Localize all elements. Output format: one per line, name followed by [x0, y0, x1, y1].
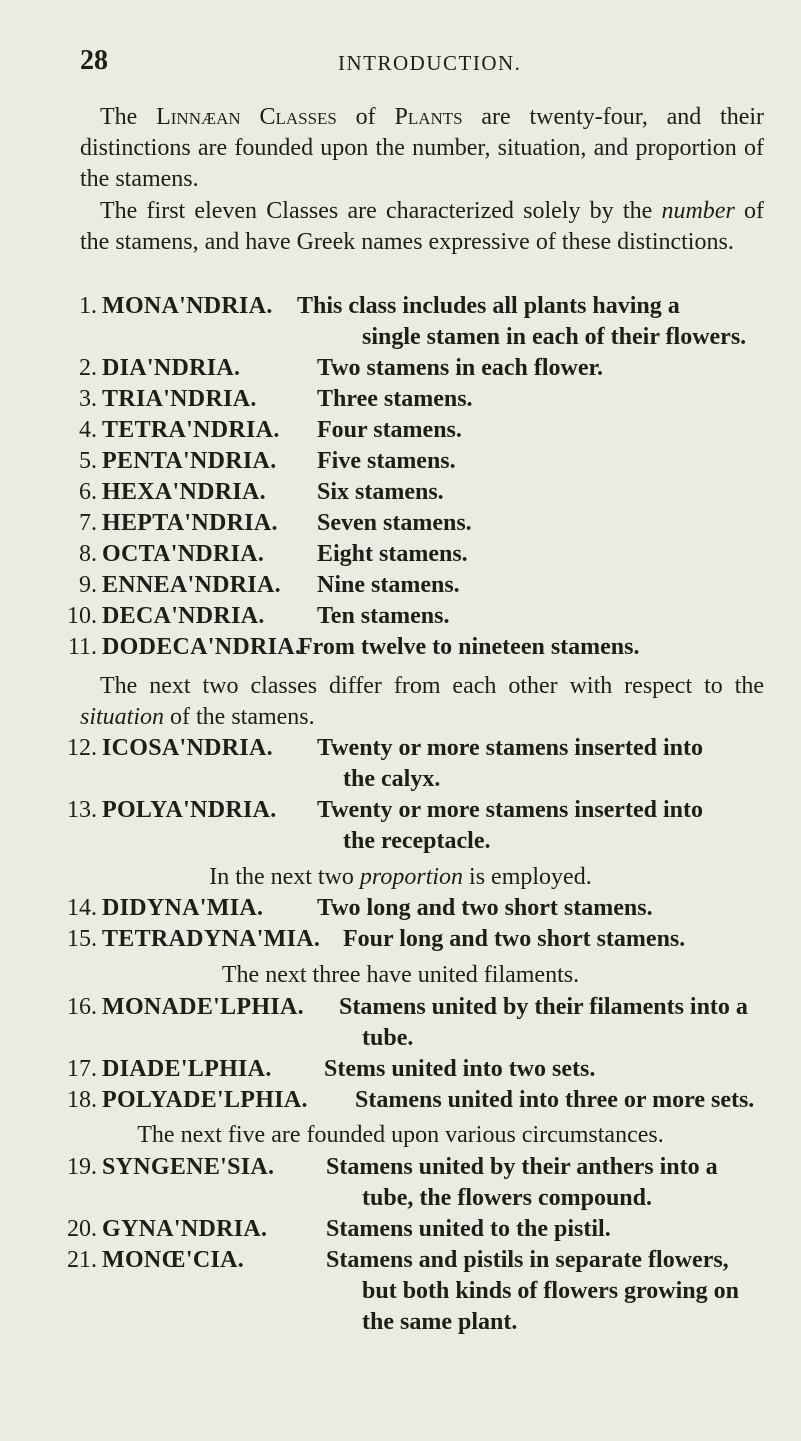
class-entry: 5. PENTA'NDRIA. Five stamens. — [79, 448, 456, 474]
various-note: The next five are founded upon various circumstances. — [137, 1122, 664, 1148]
running-head: INTRODUCTION. — [338, 51, 522, 75]
class-entry: 12. ICOSA'NDRIA. Twenty or more stamens inserted into — [67, 735, 703, 761]
class-entry: 15. TETRADYNA'MIA. Four long and two short stamens. — [67, 926, 686, 952]
filaments-note: The next three have united filaments. — [221, 962, 580, 988]
class-entry-continued: tube, the flowers compound. — [362, 1185, 653, 1211]
class-entry-continued: the same plant. — [362, 1309, 518, 1335]
intro-paragraph-1: The Linnæan Classes of Plants are twenty-four, and their distinctions are founded upon the number, situation, and proportion of the stamens. — [80, 104, 765, 192]
class-entry: 7. HEPTA'NDRIA. Seven stamens. — [79, 510, 472, 536]
class-entry-continued: the receptacle. — [343, 828, 491, 854]
class-entry: 9. ENNEA'NDRIA. Nine stamens. — [79, 572, 460, 598]
proportion-note: In the next two proportion is employed. — [209, 864, 592, 890]
class-entry: 10. DECA'NDRIA. Ten stamens. — [67, 603, 450, 629]
class-entry-continued: but both kinds of flowers growing on — [362, 1278, 739, 1304]
class-entry: 3. TRIA'NDRIA. Three stamens. — [79, 386, 473, 412]
class-entry: 19. SYNGENE'SIA. Stamens united by their anthers into a — [67, 1154, 718, 1180]
class-entry: 11. DODECA'NDRIA. From twelve to nineteen stamens. — [67, 634, 640, 660]
class-entry: 2. DIA'NDRIA. Two stamens in each flower. — [79, 355, 603, 381]
class-entry: 14. DIDYNA'MIA. Two long and two short stamens. — [67, 895, 653, 921]
class-entry-continued: tube. — [362, 1025, 414, 1051]
class-entry: 6. HEXA'NDRIA. Six stamens. — [79, 479, 444, 505]
class-entry: 8. OCTA'NDRIA. Eight stamens. — [79, 541, 468, 567]
class-entry: 1. MONA'NDRIA. This class includes all plants having a — [79, 293, 680, 319]
class-entry: 17. DIADE'LPHIA. Stems united into two sets. — [67, 1056, 596, 1082]
class-entry: 21. MONŒ'CIA. Stamens and pistils in separate flowers, — [67, 1247, 729, 1273]
class-entry: 4. TETRA'NDRIA. Four stamens. — [79, 417, 462, 443]
class-entry-continued: single stamen in each of their flowers. — [362, 324, 747, 350]
class-entry: 18. POLYADE'LPHIA. Stamens united into three or more sets. — [67, 1087, 755, 1113]
class-entry-continued: the calyx. — [343, 766, 441, 792]
intro-paragraph-2: The first eleven Classes are characterized solely by the number of the stamens, and have Greek names expressive of these distinctions. — [80, 198, 765, 255]
class-entry: 13. POLYA'NDRIA. Twenty or more stamens inserted into — [67, 797, 703, 823]
class-entry: 16. MONADE'LPHIA. Stamens united by their filaments into a — [67, 994, 748, 1020]
situation-note: The next two classes differ from each other with respect to the situation of the stamens. — [80, 673, 764, 730]
page-header — [80, 45, 771, 85]
page-number: 28 — [80, 45, 108, 76]
class-entry: 20. GYNA'NDRIA. Stamens united to the pistil. — [67, 1216, 611, 1242]
